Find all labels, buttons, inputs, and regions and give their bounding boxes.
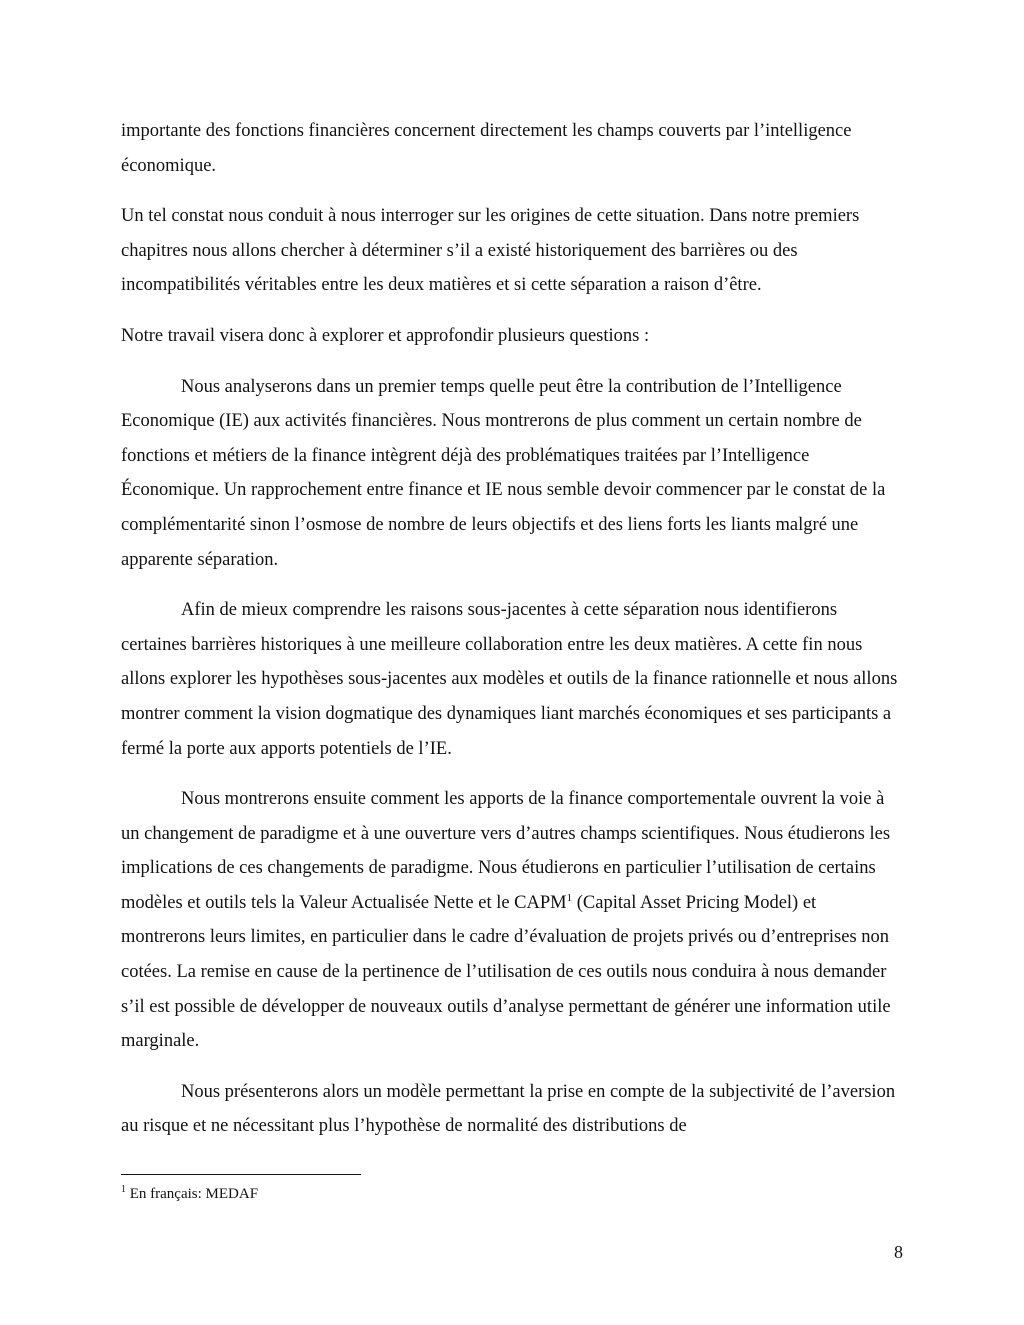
footnote-text: En français: MEDAF	[129, 1186, 259, 1202]
paragraph-4: Nous analyserons dans un premier temps quelle peut être la contribution de l’Intelligence Economique (IE) aux activités financières. Nous montrerons de plus comment un certain nombre de fonctions et métiers de la finance intègrent déjà des problématiques traitées par l’Intelligence Économique. Un rapprochement entre finance et IE nous semble devoir commencer par le constat de la complémentarité sinon l’osmose de nombre de leurs objectifs et des liens forts les liants malgré une apparente séparation.	[121, 376, 886, 570]
page-number: 8	[894, 1242, 903, 1262]
footnote	[121, 1184, 258, 1204]
paragraph-6	[121, 782, 903, 1059]
paragraph-3: Notre travail visera donc à explorer et approfondir plusieurs questions :	[121, 325, 650, 346]
footnote-separator	[121, 1174, 361, 1175]
paragraph-6-text-before: Nous montrerons ensuite comment les apports de la finance comportementale ouvrent la voie à un changement de paradigme et à une ouverture vers d’autres champs scientifiques. Nous étudierons les implications de ces changements de paradigme. Nous étudierons en particulier l’utilisation de certains modèles et outils tels la Valeur Actualisée Nette et le CAPM	[121, 789, 891, 913]
paragraph-5: Afin de mieux comprendre les raisons sous-jacentes à cette séparation nous identifierons certaines barrières historiques à une meilleure collaboration entre les deux matières. A cette fin nous allons explorer les hypothèses sous-jacentes aux modèles et outils de la finance rationnelle et nous allons montrer comment la vision dogmatique des dynamiques liant marchés économiques et ses participants a fermé la porte aux apports potentiels de l’IE.	[121, 600, 898, 759]
paragraph-6-text-after: (Capital Asset Pricing Model) et montrerons leurs limites, en particulier dans le cadre d’évaluation de projets privés ou d’entreprises non cotées. La remise en cause de la pertinence de l’utilisation de ces outils nous conduira à nous demander s’il est possible de développer de nouveaux outils d’analyse permettant de générer une information utile marginale.	[121, 892, 891, 1052]
footnote-reference[interactable]: 1	[566, 891, 573, 904]
paragraph-1: importante des fonctions financières concernent directement les champs couverts par l’intelligence économique.	[121, 121, 852, 176]
paragraph-2: Un tel constat nous conduit à nous interroger sur les origines de cette situation. Dans notre premiers chapitres nous allons chercher à déterminer s’il a existé historiquement des barrières ou des incompatibilités véritables entre les deux matières et si cette séparation a raison d’être.	[121, 206, 860, 296]
body-text	[121, 114, 903, 1160]
paragraph-7: Nous présenterons alors un modèle permettant la prise en compte de la subjectivité de l’aversion au risque et ne nécessitant plus l’hypothèse de normalité des distributions de	[121, 1081, 896, 1137]
footnote-number: 1	[121, 1184, 126, 1195]
